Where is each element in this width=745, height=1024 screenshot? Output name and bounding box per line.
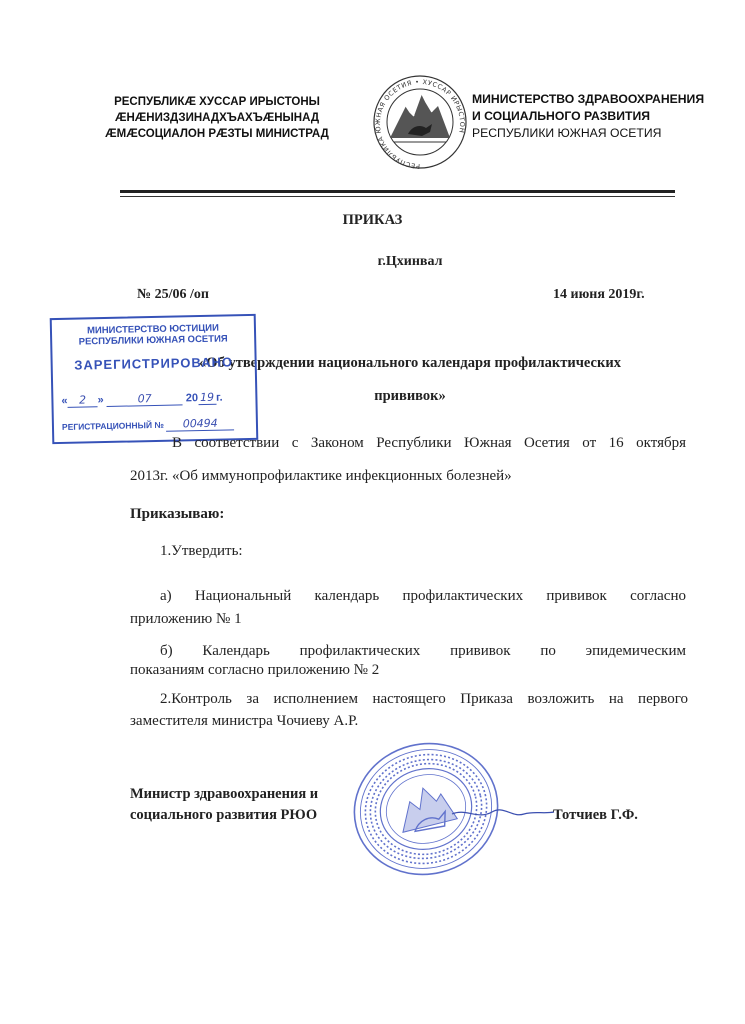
doc-city: г.Цхинвал (377, 254, 443, 269)
registration-stamp-day: 2 (67, 393, 97, 408)
doc-date: 14 июня 2019г. (553, 287, 645, 302)
item-a-line1: а) Национальный календарь профилактических прививок согласно (160, 588, 686, 604)
item-2-line1: 2.Контроль за исполнением настоящего Приказа возложить на первого (160, 691, 688, 707)
header-left-line2: ÆНÆНИЗДЗИНАДХЪАХЪÆНЫНАД (114, 112, 320, 124)
signer-title (130, 784, 318, 826)
registration-stamp (50, 314, 259, 444)
emblem-icon (366, 72, 474, 172)
header-divider-thin (120, 196, 675, 197)
header-right-line1: МИНИСТЕРСТВО ЗДРАВООХРАНЕНИЯ (472, 92, 705, 106)
basis-line1: В соответствии с Законом Республики Южная Осетия от 16 октября (172, 435, 686, 451)
header-left-block (92, 94, 342, 142)
doc-title: ПРИКАЗ (342, 212, 403, 228)
header-left-line1: РЕСПУБЛИКÆ ХУССАР ИРЫСТОНЫ (114, 96, 320, 108)
basis-line2: 2013г. «Об иммунопрофилактике инфекционных болезней» (130, 468, 512, 484)
registration-stamp-reg-label: РЕГИСТРАЦИОННЫЙ № (61, 419, 164, 432)
registration-stamp-year-suffix: 19 (198, 391, 216, 405)
registration-stamp-month: 07 (107, 391, 183, 407)
item-b-line2: показаниям согласно приложению № 2 (130, 662, 380, 678)
registration-stamp-year-prefix: 20 (185, 392, 199, 405)
order-word: Приказываю: (130, 506, 225, 522)
header-right-line2: И СОЦИАЛЬНОГО РАЗВИТИЯ (472, 109, 650, 123)
signature-icon (448, 788, 558, 828)
item-a-line2: приложению № 1 (130, 611, 242, 627)
item-b-line1: б) Календарь профилактических прививок по эпидемическим (160, 643, 686, 659)
signer-name: Тотчиев Г.Ф. (553, 807, 638, 823)
registration-stamp-status: ЗАРЕГИСТРИРОВАНО (74, 354, 234, 373)
header-divider-thick (120, 190, 675, 193)
item-2-line2: заместителя министра Чочиеву А.Р. (130, 713, 359, 729)
doc-subject-line1: «Об утверждении национального календаря профилактических (199, 355, 621, 371)
registration-stamp-line2: РЕСПУБЛИКИ ЮЖНАЯ ОСЕТИЯ (78, 333, 228, 348)
emblem-ring-text: РЕСПУБЛИКА ЮЖНАЯ ОСЕТИЯ • ХУССАР ИРЫСТОН (373, 77, 467, 171)
header-left-line3: ÆМÆСОЦИАЛОН РÆЗТЫ МИНИСТРАД (105, 128, 329, 140)
doc-subject-line2: прививок» (374, 388, 446, 404)
signer-title-line2: социального развития РЮО (130, 807, 318, 823)
registration-stamp-org (52, 322, 254, 348)
registration-stamp-reg-number: 00494 (166, 416, 234, 431)
registration-stamp-date: « 2 » 07 20 19 г. (61, 390, 223, 407)
signer-title-line1: Министр здравоохранения и (130, 786, 319, 802)
header-right-block (472, 91, 732, 142)
registration-stamp-line1: МИНИСТЕРСТВО ЮСТИЦИИ (86, 322, 220, 337)
doc-number: № 25/06 /оп (137, 287, 209, 302)
registration-stamp-year-end: г. (215, 391, 223, 404)
item-1: 1.Утвердить: (160, 543, 243, 559)
header-right-line3: РЕСПУБЛИКИ ЮЖНАЯ ОСЕТИЯ (472, 126, 662, 140)
